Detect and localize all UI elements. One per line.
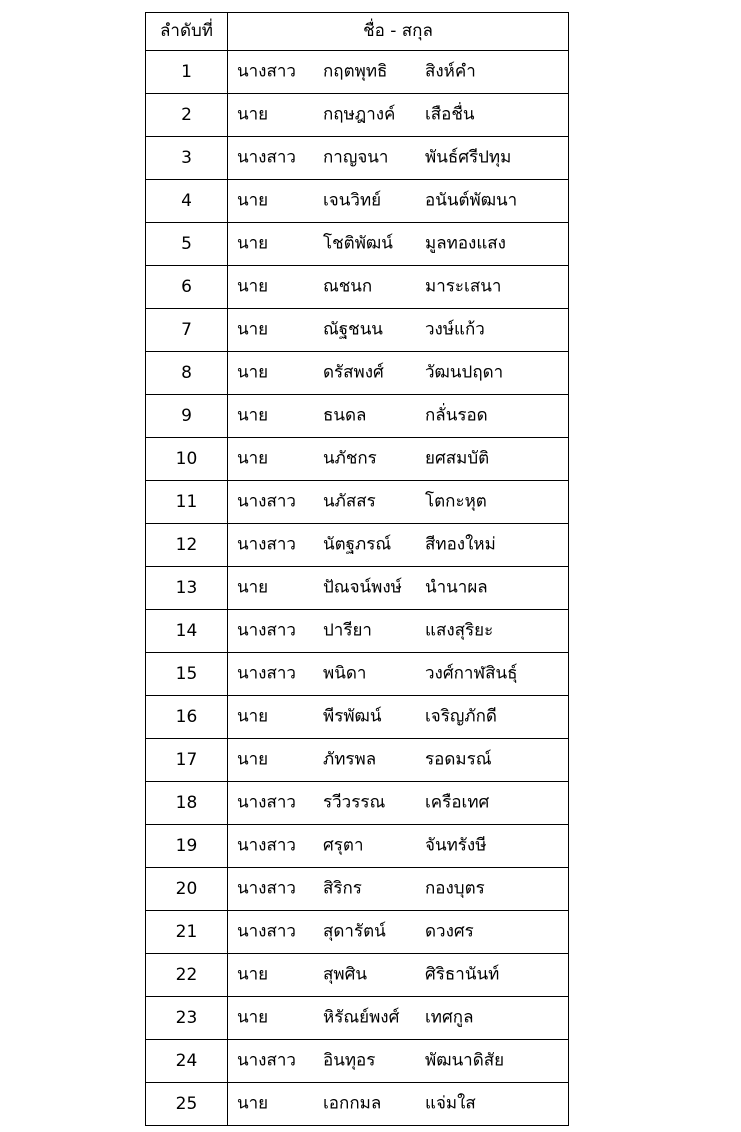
full-name-wrap	[228, 352, 568, 394]
first-name: โชติพัฒน์	[323, 233, 393, 254]
row-number: 3	[146, 137, 228, 180]
full-name-wrap	[228, 94, 568, 136]
name-title: นาย	[237, 1007, 269, 1028]
first-name: ดรัสพงศ์	[323, 362, 384, 383]
table-row	[146, 1040, 569, 1083]
name-title: นาย	[237, 749, 269, 770]
full-name-cell	[228, 223, 569, 266]
row-number: 13	[146, 567, 228, 610]
last-name: ดวงศร	[425, 921, 474, 942]
row-number: 2	[146, 94, 228, 137]
first-name: ณชนก	[323, 276, 373, 297]
last-name: เจริญภักดี	[425, 706, 497, 727]
last-name: พันธ์ศรีปทุม	[425, 147, 512, 168]
table-row	[146, 266, 569, 309]
table-row	[146, 94, 569, 137]
last-name: จันทรังษี	[425, 835, 487, 856]
row-number: 25	[146, 1083, 228, 1126]
first-name: ธนดล	[323, 405, 367, 426]
number-column-header: ลำดับที่	[146, 13, 228, 51]
last-name: มูลทองแสง	[425, 233, 506, 254]
last-name: กองบุตร	[425, 878, 485, 899]
table-row	[146, 739, 569, 782]
table-row	[146, 653, 569, 696]
row-number: 6	[146, 266, 228, 309]
full-name-cell	[228, 524, 569, 567]
full-name-wrap	[228, 653, 568, 695]
name-title: นางสาว	[237, 61, 296, 82]
row-number: 17	[146, 739, 228, 782]
first-name: พนิดา	[323, 663, 367, 684]
full-name-cell	[228, 567, 569, 610]
full-name-cell	[228, 94, 569, 137]
first-name: เจนวิทย์	[323, 190, 382, 211]
table-row	[146, 1083, 569, 1126]
full-name-wrap	[228, 868, 568, 910]
name-title: นางสาว	[237, 534, 296, 555]
name-title: นางสาว	[237, 147, 296, 168]
name-roster-table	[145, 12, 569, 1126]
table-row	[146, 610, 569, 653]
full-name-cell	[228, 653, 569, 696]
full-name-cell	[228, 1083, 569, 1126]
first-name: อินทุอร	[323, 1050, 376, 1071]
name-title: นางสาว	[237, 663, 296, 684]
last-name: วงษ์แก้ว	[425, 319, 485, 340]
full-name-cell	[228, 696, 569, 739]
table-row	[146, 438, 569, 481]
table-row	[146, 567, 569, 610]
name-title: นาย	[237, 405, 269, 426]
name-title: นางสาว	[237, 878, 296, 899]
first-name: ปารียา	[323, 620, 372, 641]
name-title: นาย	[237, 1093, 269, 1114]
full-name-cell	[228, 825, 569, 868]
full-name-wrap	[228, 438, 568, 480]
full-name-wrap	[228, 954, 568, 996]
first-name: เอกกมล	[323, 1093, 382, 1114]
full-name-wrap	[228, 610, 568, 652]
row-number: 18	[146, 782, 228, 825]
name-title: นาย	[237, 319, 269, 340]
full-name-wrap	[228, 180, 568, 222]
row-number: 24	[146, 1040, 228, 1083]
full-name-cell	[228, 911, 569, 954]
row-number: 7	[146, 309, 228, 352]
table-row	[146, 352, 569, 395]
full-name-cell	[228, 739, 569, 782]
header-row	[146, 13, 569, 51]
roster-body	[146, 13, 569, 1126]
table-row	[146, 51, 569, 94]
full-name-cell	[228, 309, 569, 352]
last-name: เครือเทศ	[425, 792, 490, 813]
name-title: นางสาว	[237, 491, 296, 512]
name-title: นาย	[237, 577, 269, 598]
full-name-wrap	[228, 51, 568, 93]
row-number: 15	[146, 653, 228, 696]
table-row	[146, 223, 569, 266]
name-column-header: ชื่อ - สกุล	[228, 13, 569, 51]
last-name: ศิริธานันท์	[425, 964, 500, 985]
row-number: 16	[146, 696, 228, 739]
name-title: นาย	[237, 190, 269, 211]
name-title: นาย	[237, 233, 269, 254]
name-title: นางสาว	[237, 620, 296, 641]
last-name: กลั่นรอด	[425, 405, 488, 426]
first-name: ศรุตา	[323, 835, 364, 856]
full-name-wrap	[228, 911, 568, 953]
first-name: พีรพัฒน์	[323, 706, 382, 727]
full-name-wrap	[228, 223, 568, 265]
table-row	[146, 309, 569, 352]
table-row	[146, 395, 569, 438]
full-name-cell	[228, 868, 569, 911]
name-title: นาย	[237, 276, 269, 297]
full-name-wrap	[228, 567, 568, 609]
first-name: สุพศิน	[323, 964, 367, 985]
name-title: นาย	[237, 104, 269, 125]
full-name-cell	[228, 438, 569, 481]
first-name: หิรัณย์พงศ์	[323, 1007, 400, 1028]
table-row	[146, 911, 569, 954]
row-number: 8	[146, 352, 228, 395]
last-name: สีทองใหม่	[425, 534, 496, 555]
first-name: ณัฐชนน	[323, 319, 383, 340]
last-name: วัฒนปฤดา	[425, 362, 504, 383]
full-name-cell	[228, 481, 569, 524]
full-name-cell	[228, 352, 569, 395]
full-name-wrap	[228, 696, 568, 738]
last-name: เสือชื่น	[425, 104, 475, 125]
table-row	[146, 180, 569, 223]
full-name-wrap	[228, 524, 568, 566]
first-name: ปัณจน์พงษ์	[323, 577, 402, 598]
full-name-cell	[228, 1040, 569, 1083]
row-number: 4	[146, 180, 228, 223]
table-row	[146, 782, 569, 825]
row-number: 5	[146, 223, 228, 266]
full-name-cell	[228, 180, 569, 223]
last-name: สิงห์คำ	[425, 61, 476, 82]
last-name: นำนาผล	[425, 577, 488, 598]
name-title: นางสาว	[237, 792, 296, 813]
last-name: โตกะหุต	[425, 491, 487, 512]
row-number: 23	[146, 997, 228, 1040]
last-name: ยศสมบัติ	[425, 448, 490, 469]
table-row	[146, 868, 569, 911]
last-name: แสงสุริยะ	[425, 620, 494, 641]
full-name-wrap	[228, 266, 568, 308]
name-title: นาย	[237, 706, 269, 727]
row-number: 10	[146, 438, 228, 481]
full-name-wrap	[228, 825, 568, 867]
table-row	[146, 954, 569, 997]
name-title: นาย	[237, 964, 269, 985]
first-name: สุดารัตน์	[323, 921, 386, 942]
first-name: นภัสสร	[323, 491, 376, 512]
full-name-cell	[228, 997, 569, 1040]
row-number: 19	[146, 825, 228, 868]
table-row	[146, 524, 569, 567]
name-title: นาย	[237, 448, 269, 469]
full-name-wrap	[228, 137, 568, 179]
first-name: กฤตพุทธิ	[323, 61, 388, 82]
first-name: ภัทรพล	[323, 749, 377, 770]
last-name: รอดมรณ์	[425, 749, 492, 770]
name-title: นางสาว	[237, 835, 296, 856]
full-name-wrap	[228, 309, 568, 351]
last-name: อนันต์พัฒนา	[425, 190, 518, 211]
row-number: 1	[146, 51, 228, 94]
full-name-wrap	[228, 481, 568, 523]
first-name: กาญจนา	[323, 147, 389, 168]
row-number: 14	[146, 610, 228, 653]
name-title: นาย	[237, 362, 269, 383]
full-name-cell	[228, 51, 569, 94]
table-row	[146, 825, 569, 868]
full-name-cell	[228, 954, 569, 997]
full-name-cell	[228, 782, 569, 825]
first-name: สิริกร	[323, 878, 362, 899]
first-name: รวีวรรณ	[323, 792, 386, 813]
row-number: 20	[146, 868, 228, 911]
first-name: นภัชกร	[323, 448, 377, 469]
row-number: 9	[146, 395, 228, 438]
row-number: 22	[146, 954, 228, 997]
row-number: 21	[146, 911, 228, 954]
full-name-cell	[228, 137, 569, 180]
full-name-wrap	[228, 1040, 568, 1082]
last-name: วงศ์กาฬสินธุ์	[425, 663, 518, 684]
full-name-wrap	[228, 739, 568, 781]
first-name: นัตฐภรณ์	[323, 534, 392, 555]
full-name-cell	[228, 395, 569, 438]
full-name-wrap	[228, 782, 568, 824]
last-name: พัฒนาดิสัย	[425, 1050, 505, 1071]
first-name: กฤษฎางค์	[323, 104, 396, 125]
last-name: เทศกูล	[425, 1007, 474, 1028]
full-name-wrap	[228, 997, 568, 1039]
name-title: นางสาว	[237, 1050, 296, 1071]
full-name-wrap	[228, 395, 568, 437]
full-name-cell	[228, 610, 569, 653]
last-name: แจ่มใส	[425, 1093, 476, 1114]
table-row	[146, 481, 569, 524]
table-row	[146, 997, 569, 1040]
full-name-wrap	[228, 1083, 568, 1125]
row-number: 11	[146, 481, 228, 524]
last-name: มาระเสนา	[425, 276, 502, 297]
table-row	[146, 696, 569, 739]
row-number: 12	[146, 524, 228, 567]
full-name-cell	[228, 266, 569, 309]
name-title: นางสาว	[237, 921, 296, 942]
table-row	[146, 137, 569, 180]
